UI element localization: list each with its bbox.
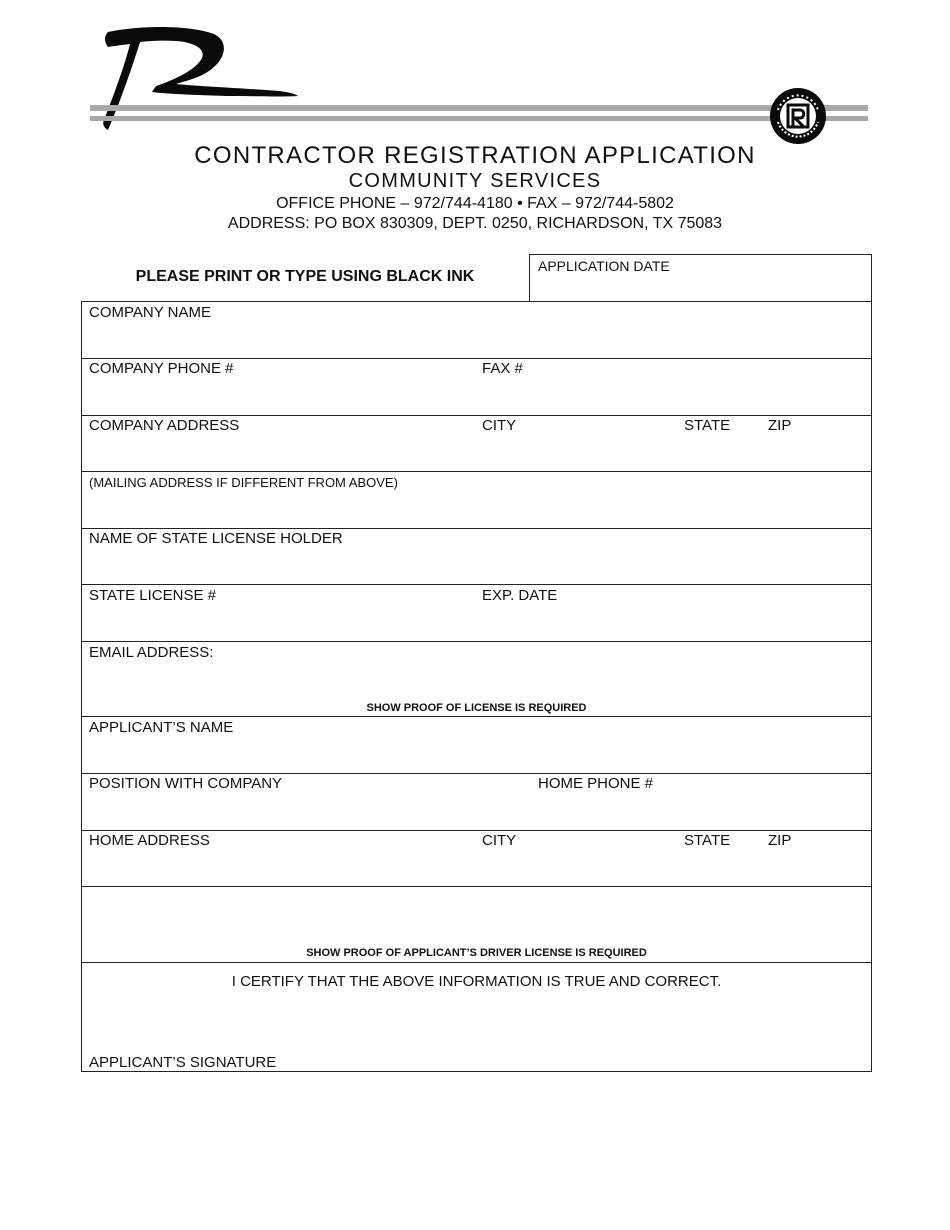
contact-line: OFFICE PHONE – 972/744-4180 • FAX – 972/744-5802 — [276, 195, 674, 212]
home-zip-label: ZIP — [768, 832, 792, 849]
home-address-label: HOME ADDRESS — [89, 832, 210, 849]
license-proof-note: SHOW PROOF OF LICENSE IS REQUIRED — [366, 702, 587, 714]
applicant-name-label: APPLICANT’S NAME — [89, 719, 234, 736]
company-city-label: CITY — [482, 417, 517, 434]
fax-label: FAX # — [482, 360, 523, 377]
driver-license-field[interactable] — [82, 887, 871, 947]
driver-license-note: SHOW PROOF OF APPLICANT’S DRIVER LICENSE IS REQUIRED — [306, 947, 647, 959]
home-state-label: STATE — [684, 832, 731, 849]
application-date-label: APPLICATION DATE — [538, 258, 670, 274]
fax-field[interactable] — [474, 359, 871, 415]
page-title: CONTRACTOR REGISTRATION APPLICATION — [194, 142, 756, 169]
position-label: POSITION WITH COMPANY — [89, 775, 283, 792]
email-label: EMAIL ADDRESS: — [89, 644, 214, 661]
print-instruction: PLEASE PRINT OR TYPE USING BLACK INK — [135, 268, 475, 285]
certification-statement: I CERTIFY THAT THE ABOVE INFORMATION IS TRUE AND CORRECT. — [231, 973, 722, 990]
company-name-label: COMPANY NAME — [89, 304, 211, 321]
row-divider — [81, 962, 872, 963]
city-seal-icon — [768, 86, 828, 146]
signature-label: APPLICANT’S SIGNATURE — [89, 1054, 277, 1071]
company-state-label: STATE — [684, 417, 731, 434]
home-phone-label: HOME PHONE # — [538, 775, 654, 792]
mailing-address-label: (MAILING ADDRESS IF DIFFERENT FROM ABOVE) — [89, 475, 398, 490]
company-address-label: COMPANY ADDRESS — [89, 417, 240, 434]
home-city-label: CITY — [482, 832, 517, 849]
company-phone-label: COMPANY PHONE # — [89, 360, 234, 377]
header-rule — [90, 116, 868, 121]
header-rule — [90, 105, 868, 111]
exp-date-label: EXP. DATE — [482, 587, 558, 604]
department-subtitle: COMMUNITY SERVICES — [348, 170, 602, 192]
address-line: ADDRESS: PO BOX 830309, DEPT. 0250, RICHARDSON, TX 75083 — [227, 215, 723, 232]
state-license-label: STATE LICENSE # — [89, 587, 216, 604]
license-holder-label: NAME OF STATE LICENSE HOLDER — [89, 530, 343, 547]
company-zip-label: ZIP — [768, 417, 792, 434]
